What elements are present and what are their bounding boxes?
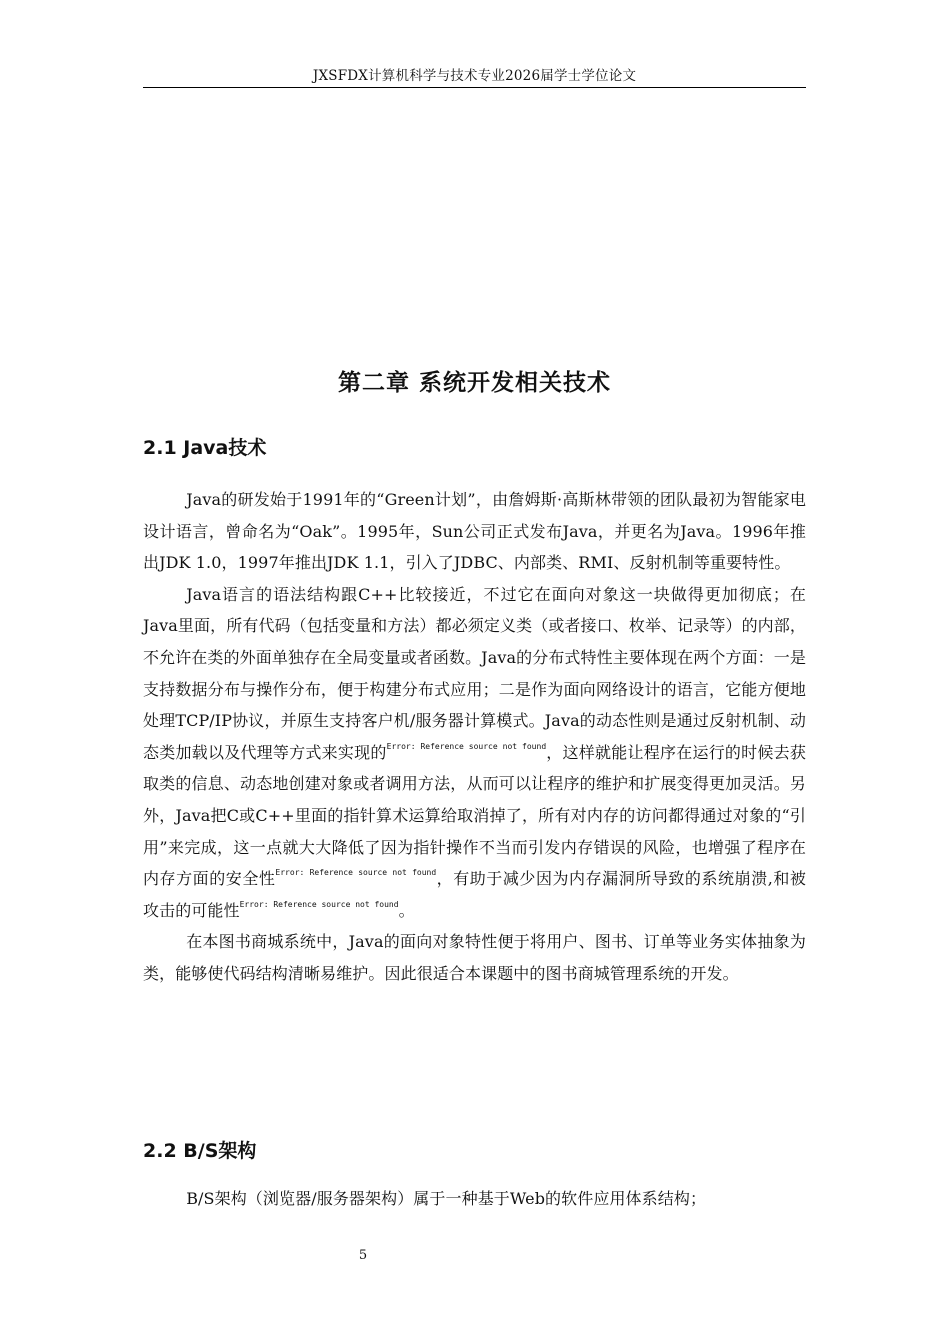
chapter-title: 第二章 系统开发相关技术 — [337, 370, 611, 396]
paragraph-text: Java的研发始于1991年的“Green计划”，由詹姆斯·高斯林带领的团队最初为智能家电设计语言，曾命名为“Oak”。1995年，Sun公司正式发布Java，并更名为Java。1996年推出JDK 1.0，1997年推出JDK 1.1，引入了JDBC、内部类、RMI、反射机制等重要特性。 — [143, 490, 806, 573]
running-header: JXSFDX计算机科学与技术专业2026届学士学位论文 — [312, 68, 637, 84]
paragraph-text: Java语言的语法结构跟C++比较接近，不过它在面向对象这一块做得更加彻底；在Java里面，所有代码（包括变量和方法）都必须定义类（或者接口、枚举、记录等）的内部，不允许在类的外面单独存在全局变量或者函数。Java的分布式特性主要体现在两个方面：一是支持数据分布与操作分布，便于构建分布式应用；二是作为面向网络设计的语言，它能方便地处理TCP/IP协议，并原生支持客户机/服务器计算模式。Java的动态性则是通过反射机制、动态类加载以及代理等方式来实现的 — [143, 584, 806, 762]
section-heading-bs: 2.2 B/S架构 — [143, 1140, 257, 1162]
body-paragraph — [143, 1183, 806, 1215]
body-paragraph — [143, 926, 806, 989]
header-rule — [143, 87, 806, 88]
paragraph-text: 。 — [398, 900, 415, 920]
page-number: 5 — [358, 1248, 368, 1263]
section-heading-java: 2.1 Java技术 — [143, 437, 267, 459]
paragraph-text: 在本图书商城系统中，Java的面向对象特性便于将用户、图书、订单等业务实体抽象为类，能够使代码结构清晰易维护。因此很适合本课题中的图书商城管理系统的开发。 — [143, 932, 806, 983]
paragraph-text: ，有助于减少因为内存漏洞所导致的系统崩溃,和被攻击的可能性 — [143, 869, 806, 920]
section-body-java — [143, 484, 806, 990]
citation-error-ref: Error: Reference source not found — [386, 741, 547, 751]
citation-error-ref: Error: Reference source not found — [239, 899, 399, 909]
section-body-bs — [143, 1183, 806, 1215]
body-paragraph — [143, 484, 806, 579]
body-paragraph — [143, 579, 806, 927]
paragraph-text: ，这样就能让程序在运行的时候去获取类的信息、动态地创建对象或者调用方法，从而可以让程序的维护和扩展变得更加灵活。另外，Java把C或C++里面的指针算术运算给取消掉了，所有对内存的访问都得通过对象的“引用”来完成，这一点就大大降低了因为指针操作不当而引发内存错误的风险，也增强了程序在内存方面的安全性 — [143, 742, 806, 889]
paragraph-text: B/S架构（浏览器/服务器架构）属于一种基于Web的软件应用体系结构； — [186, 1189, 707, 1208]
citation-error-ref: Error: Reference source not found — [275, 868, 437, 878]
